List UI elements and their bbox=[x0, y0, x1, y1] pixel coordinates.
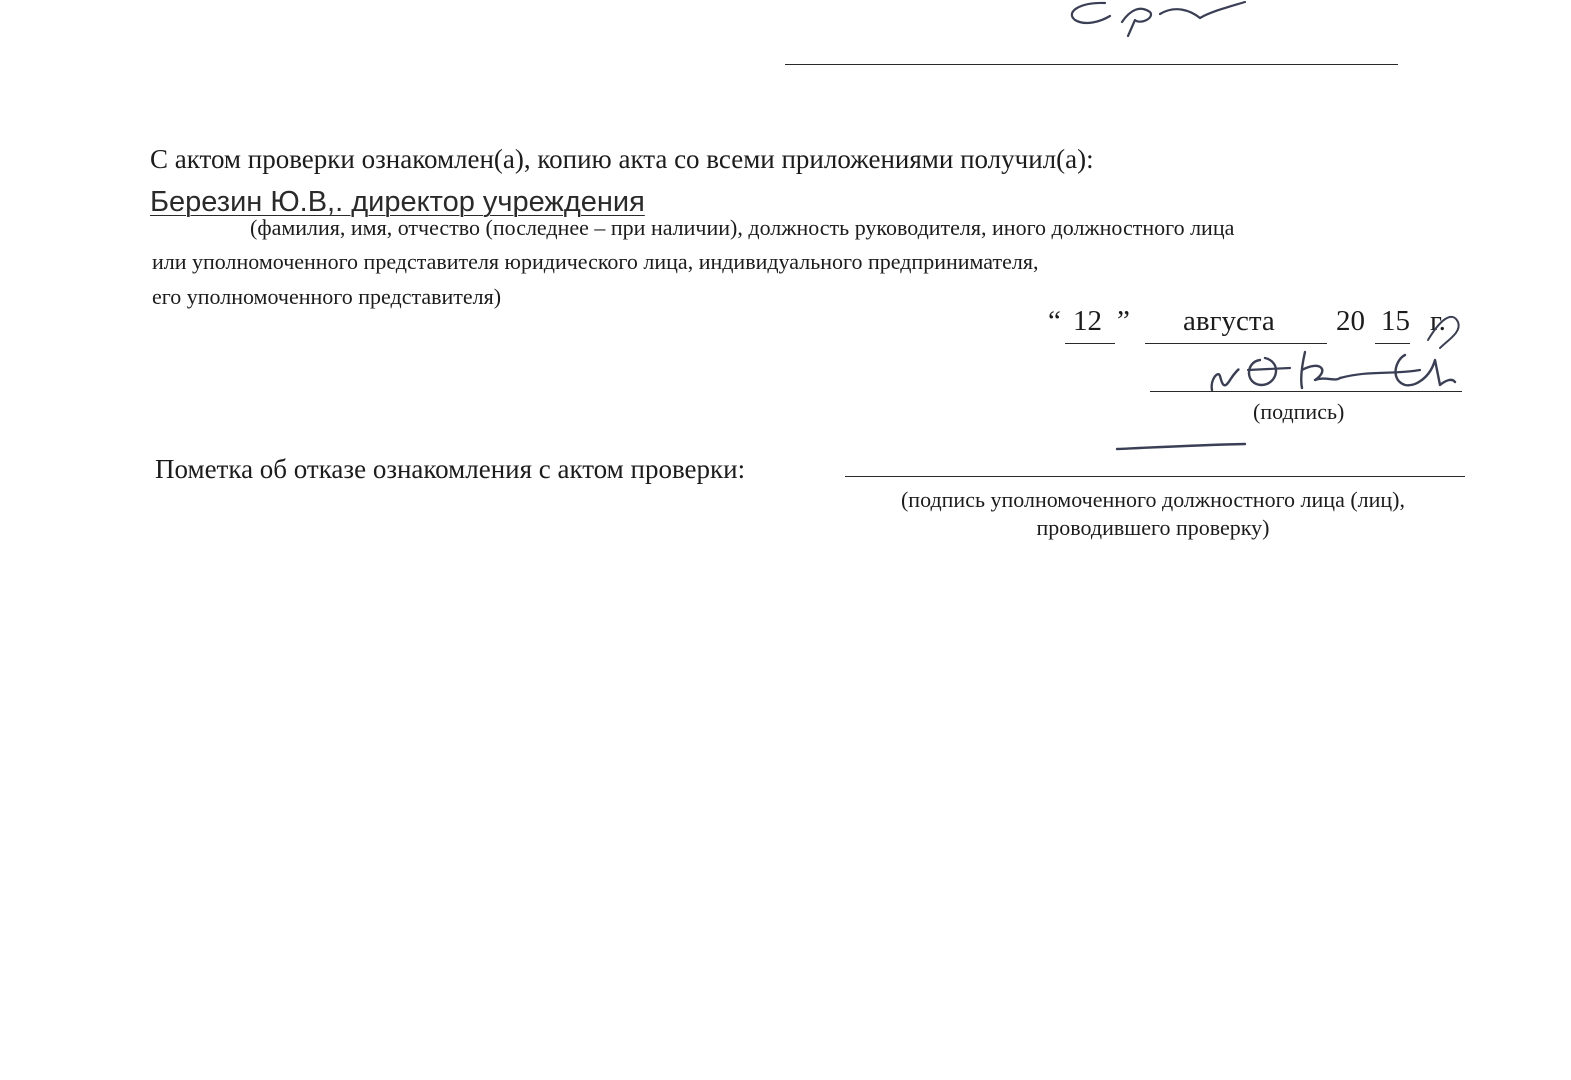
recipient-caption-line-2: или уполномоченного представителя юридического лица, индивидуального предпринимателя, bbox=[152, 249, 1039, 274]
date-day: 12 bbox=[1073, 305, 1102, 337]
refusal-signature-line bbox=[845, 476, 1465, 477]
refusal-label: Пометка об отказе ознакомления с актом проверки: bbox=[155, 454, 746, 484]
recipient-name-position: Березин Ю.В,. директор учреждения bbox=[150, 186, 645, 218]
date-open-quote: “ bbox=[1048, 305, 1061, 337]
signature-line-recipient bbox=[1150, 391, 1462, 392]
recipient-caption-line-3: его уполномоченного представителя) bbox=[152, 284, 502, 309]
signature-line-top bbox=[785, 64, 1398, 65]
recipient-caption-line-1: (фамилия, имя, отчество (последнее – при наличии), должность руководителя, иного должностного лица bbox=[250, 215, 1235, 240]
date-year-prefix: 20 bbox=[1336, 305, 1365, 337]
handwritten-dash bbox=[1110, 440, 1250, 456]
date-day-underline bbox=[1065, 343, 1115, 344]
handwritten-signature-recipient bbox=[1190, 300, 1470, 400]
date-year-suffix: 15 bbox=[1381, 305, 1410, 337]
refusal-caption-line-2: проводившего проверку) bbox=[1036, 515, 1270, 540]
date-close-quote: ” bbox=[1117, 305, 1130, 337]
date-year-unit: г. bbox=[1430, 305, 1446, 337]
handwritten-signature-top bbox=[1040, 0, 1270, 45]
refusal-caption-line-1: (подпись уполномоченного должностного лица (лиц), bbox=[900, 487, 1406, 512]
date-month: августа bbox=[1183, 305, 1275, 337]
signature-caption: (подпись) bbox=[1253, 399, 1345, 424]
acknowledgement-statement: С актом проверки ознакомлен(а), копию акта со всеми приложениями получил(а): bbox=[150, 144, 1094, 174]
